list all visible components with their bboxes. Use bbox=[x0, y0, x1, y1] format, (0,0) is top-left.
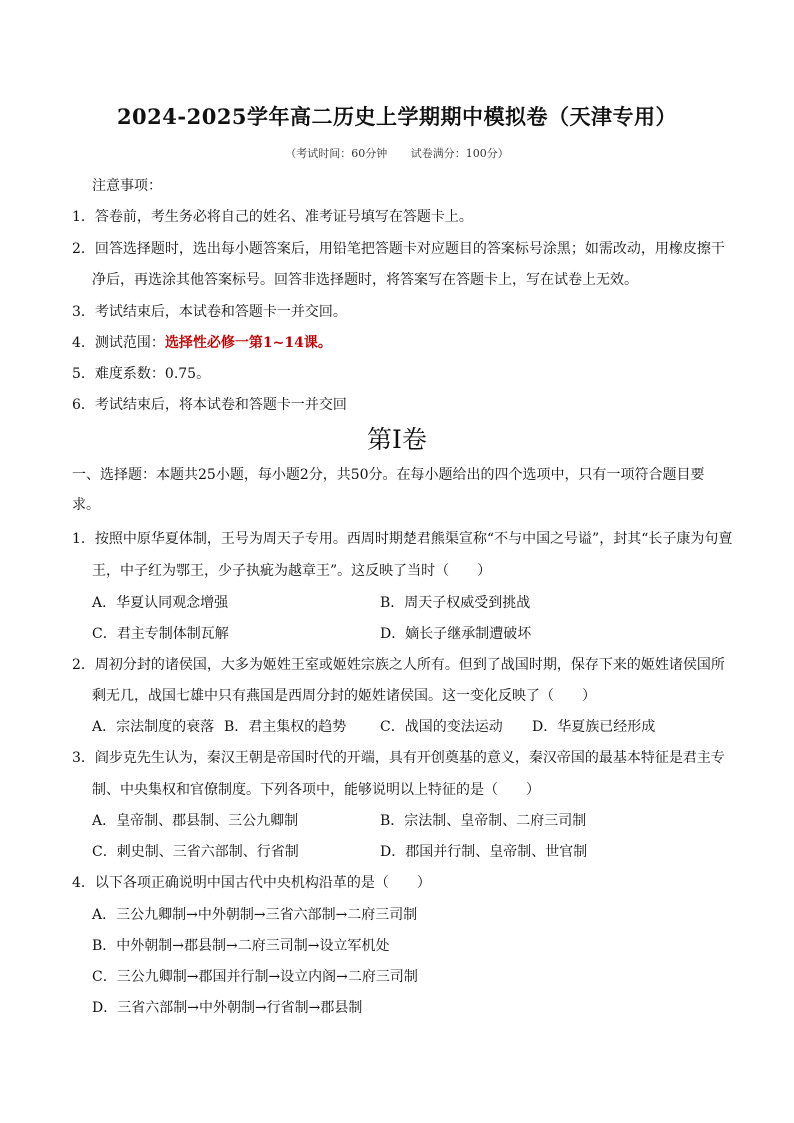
option-c: C．刺史制、三省六部制、行省制 bbox=[92, 844, 299, 860]
section-instructions-continued: 求。 bbox=[72, 497, 100, 513]
option-a: A．宗法制度的衰落 bbox=[92, 719, 215, 735]
question-stem-continued: 王，中子红为鄂王，少子执疵为越章王”。这反映了当时（ ） bbox=[92, 563, 492, 579]
question-stem: 4．以下各项正确说明中国古代中央机构沿革的是（ ） bbox=[72, 875, 431, 891]
option-a: A．华夏认同观念增强 bbox=[92, 595, 229, 611]
volume-title: 第Ⅰ卷 bbox=[367, 425, 427, 454]
page-title: 2024-2025学年高二历史上学期期中模拟卷（天津专用） bbox=[116, 104, 678, 129]
question-stem: 2．周初分封的诸侯国，大多为姬姓王室或姬姓宗族之人所有。但到了战国时期，保存下来的姬姓诸侯国所 bbox=[72, 657, 725, 673]
note-item: 5．难度系数：0.75。 bbox=[72, 366, 211, 382]
note-item-continued: 净后，再选涂其他答案标号。回答非选择题时，将答案写在答题卡上，写在试卷上无效。 bbox=[92, 272, 638, 288]
note-item: 6．考试结束后，将本试卷和答题卡一并交回 bbox=[72, 397, 347, 413]
exam-info bbox=[0, 145, 794, 161]
question-stem-continued: 制、中央集权和官僚制度。下列各项中，能够说明以上特征的是（ ） bbox=[92, 782, 540, 798]
option-d: D．华夏族已经形成 bbox=[532, 719, 656, 735]
section-instructions: 一、选择题：本题共25小题，每小题2分，共50分。在每小题给出的四个选项中，只有一项符合题目要 bbox=[72, 467, 705, 483]
option-b: B．君主集权的趋势 bbox=[224, 719, 347, 735]
notes-heading: 注意事项： bbox=[92, 178, 162, 194]
option-a: A．三公九卿制→中外朝制→三省六部制→二府三司制 bbox=[92, 907, 418, 923]
question-stem-continued: 剩无几，战国七雄中只有燕国是西周分封的姬姓诸侯国。这一变化反映了（ ） bbox=[92, 688, 596, 704]
option-d: D．嫡长子继承制遭破坏 bbox=[380, 626, 532, 642]
option-d: D．三省六部制→中外朝制→行省制→郡县制 bbox=[92, 1000, 363, 1016]
option-b: B．中外朝制→郡县制→二府三司制→设立军机处 bbox=[92, 938, 390, 954]
note-scope-label: 4．测试范围： bbox=[72, 335, 165, 351]
option-b: B．周天子权威受到挑战 bbox=[380, 595, 531, 611]
option-c: C．君主专制体制瓦解 bbox=[92, 626, 229, 642]
option-c: C．战国的变法运动 bbox=[380, 719, 503, 735]
full-score: 试卷满分：100分） bbox=[410, 147, 509, 160]
option-b: B．宗法制、皇帝制、二府三司制 bbox=[380, 813, 587, 829]
note-item: 1．答卷前，考生务必将自己的姓名、准考证号填写在答题卡上。 bbox=[72, 209, 473, 225]
question-stem: 3．阎步克先生认为，秦汉王朝是帝国时代的开端，具有开创奠基的意义，秦汉帝国的最基本特征是君主专 bbox=[72, 750, 725, 766]
option-a: A．皇帝制、郡县制、三公九卿制 bbox=[92, 813, 299, 829]
note-item: 2．回答选择题时，选出每小题答案后，用铅笔把答题卡对应题目的答案标号涂黑；如需改动，用橡皮擦干 bbox=[72, 241, 725, 257]
option-d: D．郡国并行制、皇帝制、世官制 bbox=[380, 844, 588, 860]
option-c: C．三公九卿制→郡国并行制→设立内阁→二府三司制 bbox=[92, 969, 418, 985]
note-item bbox=[72, 332, 332, 352]
exam-time: （考试时间：60分钟 bbox=[285, 147, 388, 160]
question-stem: 1．按照中原华夏体制，王号为周天子专用。西周时期楚君熊渠宣称“不与中国之号谥”，封其“长子康为句亶 bbox=[72, 531, 733, 547]
note-item: 3．考试结束后，本试卷和答题卡一并交回。 bbox=[72, 304, 347, 320]
note-scope-value: 选择性必修一第1~14课。 bbox=[164, 335, 332, 351]
